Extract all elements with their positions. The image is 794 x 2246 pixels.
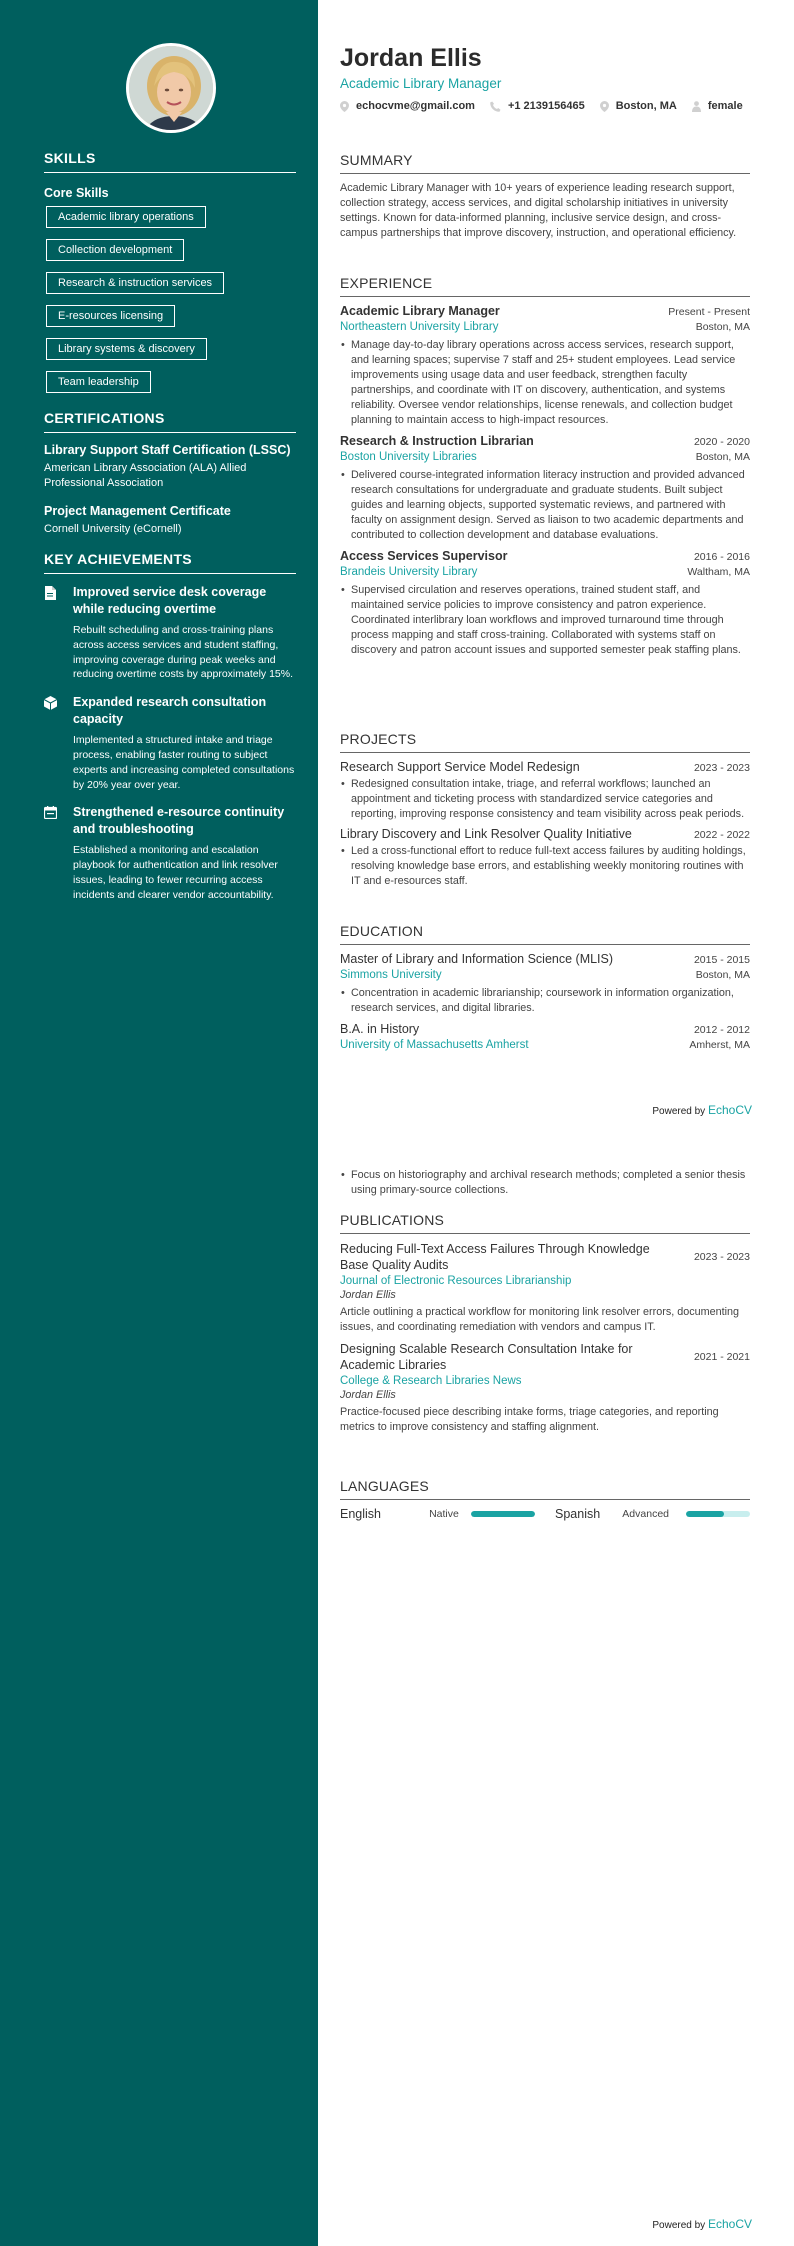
experience-section [340, 275, 750, 658]
education-continued [340, 1163, 750, 1198]
language-proficiency-bar [686, 1511, 750, 1517]
certifications-section [44, 410, 296, 550]
project-bullet: • Led a cross-functional effort to reduce full-text access failures by auditing holdings, resolving knowledge base errors, and establishing weekly monitoring routines with IT and e-resources staff. [340, 844, 750, 889]
experience-heading: EXPERIENCE [340, 275, 750, 297]
education-entry [340, 1022, 750, 1051]
candidate-name: Jordan Ellis [340, 44, 482, 72]
skill-tag: Research & instruction services [46, 272, 224, 294]
powered-label: Powered by [652, 2220, 706, 2231]
summary-text: Academic Library Manager with 10+ years of experience leading research support, collection strategy, access services, and digital scholarship initiatives in university settings. Known for data-informed planning, inclusive service design, and cross-campus partnerships that improve discovery, instruction, and operational efficiency. [340, 182, 737, 239]
cube-icon [44, 694, 58, 792]
job-location: Boston, MA [695, 451, 750, 463]
publication-venue: Journal of Electronic Resources Librarianship [340, 1275, 572, 1287]
job-org: Brandeis University Library [340, 566, 478, 578]
job-bullet: • Manage day-to-day library operations across access services, research support, and learning spaces; supervise 7 staff and 25+ student employees. Lead service improvements using usage data and user feedback, strengthen faculty partnerships, and coordinate with IT on discovery, authentication, and systems reliability. Oversee vendor relationships, license renewals, and collection budget planning to maintain access to high-impact resources. [340, 338, 750, 428]
project-bullet: • Redesigned consultation intake, triage, and referral workflows; launched an appointment and ticketing process with standardized service categories and reporting, improving response consistency and team visibility across peak periods. [340, 777, 750, 822]
sidebar [0, 0, 318, 2246]
cert-org: American Library Association (ALA) Allied Professional Association [44, 462, 247, 489]
language-level: Advanced [622, 1508, 669, 1520]
project-title: Research Support Service Model Redesign [340, 760, 580, 774]
experience-entry [340, 549, 750, 658]
achievement-title: Improved service desk coverage while reducing overtime [73, 585, 267, 616]
cert-title: Library Support Staff Certification (LSSC) [44, 443, 291, 457]
job-org: Boston University Libraries [340, 451, 477, 463]
achievements-heading: KEY ACHIEVEMENTS [44, 551, 296, 574]
skill-tag: Library systems & discovery [46, 338, 207, 360]
achievement-desc: Established a monitoring and escalation playbook for authentication and link resolver issues, leading to fewer recurring access incidents and clearer vendor accountability. [73, 844, 278, 901]
publication-desc: Article outlining a practical workflow for monitoring link resolver errors, documenting issues, and coordinating remediation with vendors and campus IT. [340, 1306, 740, 1333]
project-date: 2023 - 2023 [693, 762, 750, 774]
skills-heading: SKILLS [44, 150, 296, 173]
achievement-item [44, 804, 296, 902]
project-entry [340, 760, 750, 822]
education-bullet: • Focus on historiography and archival research methods; completed a senior thesis using primary-source collections. [340, 1168, 750, 1198]
language-name: Spanish [555, 1507, 601, 1521]
language-name: English [340, 1507, 381, 1521]
school-name: Simmons University [340, 969, 442, 981]
certifications-heading: CERTIFICATIONS [44, 410, 296, 433]
languages-heading: LANGUAGES [340, 1478, 750, 1500]
project-date: 2022 - 2022 [693, 829, 750, 841]
person-icon [692, 101, 701, 112]
profile-photo [126, 43, 216, 133]
publication-title: Designing Scalable Research Consultation Intake for Academic Libraries [340, 1342, 633, 1372]
achievement-title: Strengthened e-resource continuity and troubleshooting [73, 805, 285, 837]
achievement-desc: Rebuilt scheduling and cross-training plans across access services and student staffing, improving coverage during peak weeks and reducing overtime costs by approximately 15%. [73, 624, 294, 681]
publication-desc: Practice-focused piece describing intake forms, triage categories, and reporting metrics to improve consistency and staffing alignment. [340, 1406, 719, 1433]
job-bullet: • Delivered course-integrated information literacy instruction and provided advanced research consultations for undergraduate and graduate students. Built subject guides and learning objects, supported systematic reviews, and partnered with faculty on assignment design. Served as liaison to two academic departments and contributed to collection development and database evaluations. [340, 468, 750, 543]
cert-org: Cornell University (eCornell) [44, 523, 182, 535]
publication-date: 2023 - 2023 [693, 1251, 750, 1263]
school-location: Amherst, MA [689, 1039, 750, 1051]
language-level: Native [429, 1508, 459, 1520]
experience-entry [340, 304, 750, 428]
achievements-section [44, 551, 296, 915]
contact-gender: female [707, 100, 743, 112]
skill-tag: E-resources licensing [46, 305, 175, 327]
job-date: 2020 - 2020 [693, 436, 750, 448]
brand-logo: EchoCV [707, 2217, 752, 2231]
skill-tag: Collection development [46, 239, 184, 261]
powered-label: Powered by [652, 1106, 706, 1117]
language-proficiency-bar [471, 1511, 535, 1517]
project-entry [340, 827, 750, 889]
education-bullet: • Concentration in academic librarianship; coursework in information organization, research services, and digital libraries. [340, 986, 750, 1016]
job-title: Access Services Supervisor [340, 549, 508, 563]
projects-section [340, 731, 750, 889]
skill-tag: Team leadership [46, 371, 151, 393]
summary-section [340, 152, 750, 241]
degree-title: Master of Library and Information Science (MLIS) [340, 952, 614, 966]
contact-email[interactable]: echocvme@gmail.com [356, 100, 475, 112]
degree-date: 2012 - 2012 [693, 1024, 750, 1036]
location-pin-icon [600, 101, 609, 112]
brand-logo: EchoCV [707, 1103, 752, 1117]
achievement-desc: Implemented a structured intake and triage process, enabling faster routing to subject experts and increasing completed consultations by 20% year over year. [73, 734, 295, 791]
degree-title: B.A. in History [340, 1022, 420, 1036]
document-icon [44, 584, 58, 682]
publication-entry [340, 1341, 750, 1435]
language-proficiency-fill [471, 1511, 535, 1517]
education-heading: EDUCATION [340, 923, 750, 945]
school-name: University of Massachusetts Amherst [340, 1039, 529, 1051]
calendar-icon [44, 804, 58, 902]
job-title: Academic Library Manager [340, 304, 500, 318]
powered-by [652, 2217, 752, 2231]
publication-entry [340, 1241, 750, 1335]
degree-date: 2015 - 2015 [693, 954, 750, 966]
skill-tag: Academic library operations [46, 206, 206, 228]
achievement-title: Expanded research consultation capacity [73, 695, 267, 727]
projects-heading: PROJECTS [340, 731, 750, 753]
publication-author: Jordan Ellis [340, 1289, 396, 1301]
summary-heading: SUMMARY [340, 152, 750, 174]
contact-bar [340, 100, 758, 112]
languages-section [340, 1478, 750, 1521]
language-proficiency-fill [686, 1511, 725, 1517]
education-section [340, 923, 750, 1051]
school-location: Boston, MA [695, 969, 750, 981]
core-skills-label: Core Skills [44, 186, 109, 200]
publication-author: Jordan Ellis [340, 1389, 396, 1401]
job-date: 2016 - 2016 [693, 551, 750, 563]
achievement-item [44, 584, 296, 682]
job-bullet: • Supervised circulation and reserves operations, trained student staff, and maintained service policies to improve consistency and patron experience. Coordinated interlibrary loan workflows and improved turnaround time through process mapping and staff cross-training. Collaborated with systems staff on discovery and patron account issues and supported semester peak staffing plans. [340, 583, 750, 658]
publication-date: 2021 - 2021 [693, 1351, 750, 1363]
project-title: Library Discovery and Link Resolver Quality Initiative [340, 827, 632, 841]
publications-heading: PUBLICATIONS [340, 1212, 750, 1234]
education-entry [340, 952, 750, 1016]
job-date: Present - Present [668, 306, 750, 318]
job-location: Boston, MA [695, 321, 750, 333]
skills-section [44, 150, 296, 404]
job-location: Waltham, MA [687, 566, 750, 578]
candidate-role: Academic Library Manager [340, 76, 502, 91]
publications-section [340, 1212, 750, 1435]
contact-phone[interactable]: +1 2139156465 [507, 100, 585, 112]
powered-by [652, 1103, 752, 1117]
contact-location: Boston, MA [615, 100, 677, 112]
achievement-item [44, 694, 296, 792]
location-pin-icon [340, 101, 349, 112]
cert-title: Project Management Certificate [44, 504, 231, 518]
publication-title: Reducing Full-Text Access Failures Through Knowledge Base Quality Audits [340, 1242, 650, 1272]
job-org: Northeastern University Library [340, 321, 499, 333]
publication-venue: College & Research Libraries News [340, 1375, 522, 1387]
phone-icon [490, 101, 501, 112]
experience-entry [340, 434, 750, 543]
job-title: Research & Instruction Librarian [340, 434, 534, 448]
